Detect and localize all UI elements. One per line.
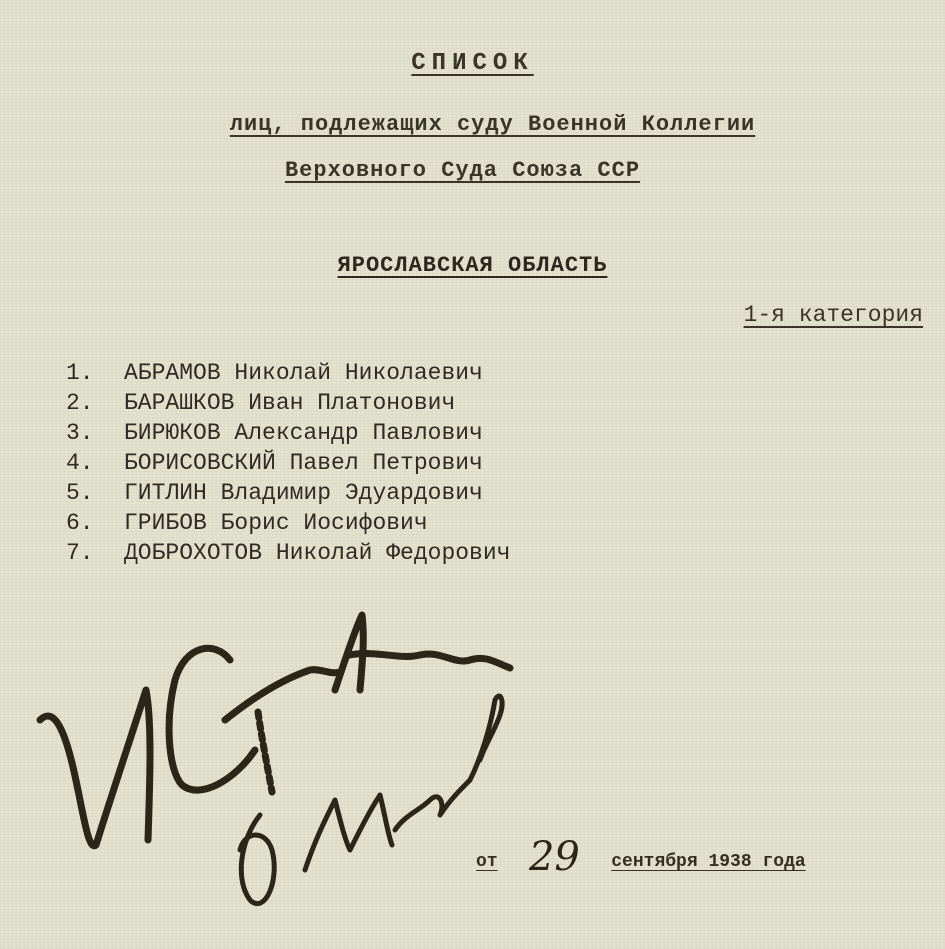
list-item-number: 6. (66, 510, 94, 536)
signature-stroke (395, 780, 470, 830)
list-item-name: БОРИСОВСКИЙ Павел Петрович (124, 450, 483, 476)
document-subtitle-line1: лиц, подлежащих суду Военной Коллегии (229, 112, 756, 137)
signature-stroke (240, 815, 274, 904)
document-title: СПИСОК (411, 50, 534, 77)
list-item-number: 5. (66, 480, 94, 506)
signature-stroke (169, 648, 255, 790)
list-item-name: БАРАШКОВ Иван Платонович (124, 390, 456, 416)
list-item-number: 3. (66, 420, 94, 446)
document-subtitle-line2: Верховного Суда Союза ССР (284, 158, 641, 183)
list-item-name: АБРАМОВ Николай Николаевич (124, 360, 483, 386)
date-line (476, 830, 806, 880)
list-item-name: ДОБРОХОТОВ Николай Федорович (124, 540, 511, 566)
date-day: 29 (528, 834, 580, 880)
signature-stroke (40, 690, 150, 846)
list-item-name: ГИТЛИН Владимир Эдуардович (124, 480, 483, 506)
date-prefix: от (476, 852, 498, 872)
region-heading: ЯРОСЛАВСКАЯ ОБЛАСТЬ (337, 253, 608, 278)
list-item-name: БИРЮКОВ Александр Павлович (124, 420, 483, 446)
signature-stroke (225, 670, 340, 720)
list-item-number: 4. (66, 450, 94, 476)
signature-stroke (350, 654, 510, 668)
date-month-year: сентября 1938 года (611, 852, 806, 872)
category-label: 1-я категория (743, 302, 923, 328)
list-item-number: 2. (66, 390, 94, 416)
signature-stroke (470, 696, 502, 780)
list-item-number: 7. (66, 540, 94, 566)
signature-stroke (305, 795, 392, 870)
signature-stroke (258, 712, 272, 792)
list-item-number: 1. (66, 360, 94, 386)
list-item-name: ГРИБОВ Борис Иосифович (124, 510, 428, 536)
